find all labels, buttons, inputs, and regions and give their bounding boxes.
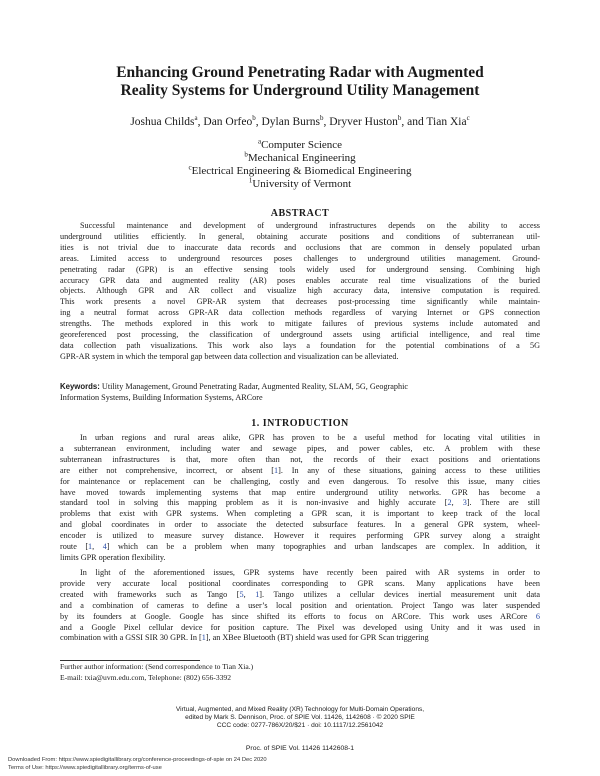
author-name: Dylan Burns bbox=[261, 116, 320, 128]
citation-link[interactable]: 3 bbox=[462, 498, 467, 508]
abstract-line: data collection path visualizations. This work also lays a foundation for the potential combinations of a 5G bbox=[60, 340, 540, 350]
keywords-label: Keywords: bbox=[60, 382, 100, 391]
author-affiliation-mark: b bbox=[252, 114, 256, 123]
abstract-heading: ABSTRACT bbox=[270, 208, 330, 219]
citation-link[interactable]: 1 bbox=[201, 633, 206, 643]
page-number: Proc. of SPIE Vol. 11426 1142608-1 bbox=[245, 745, 355, 752]
affiliation-line: $^1$University of Vermont bbox=[248, 176, 352, 190]
paragraph-line: provide very accurate local positional coordinates corresponding to GPR scans. Many applications have been bbox=[60, 578, 540, 588]
keywords-line-2: Information Systems, Building Information Systems, ARCore bbox=[60, 393, 263, 402]
keywords-line-1: Utility Management, Ground Penetrating Radar, Augmented Reality, SLAM, 5G, Geographic bbox=[99, 382, 409, 391]
abstract-line: strengths. The methods explored in this work to mitigate failures of previous systems include automated and bbox=[60, 319, 540, 329]
abstract-line: areas. Limited access to underground resources poses challenges to underground utilities management. Ground- bbox=[60, 253, 540, 263]
paragraph-line: and a Google Pixel cellular device for position capture. The Pixel was developed using Unity and it was used in bbox=[60, 622, 540, 632]
paragraph-line: standard tool in solving this mapping problem as it is non-invasive and highly accurate [2, 3]. There are still bbox=[60, 498, 541, 508]
affiliation-list bbox=[40, 139, 560, 191]
citation-link[interactable]: 1 bbox=[88, 542, 93, 552]
citation-link[interactable]: 4 bbox=[102, 542, 107, 552]
proceedings-line-2: edited by Mark S. Dennison, Proc. of SPIE Vol. 11426, 1142608 · © 2020 SPIE bbox=[185, 714, 415, 722]
abstract-line: georeferenced post processing, the classification of underground assets using artificial intelligence, and real time bbox=[60, 330, 540, 340]
citation-link[interactable]: 1 bbox=[274, 465, 279, 475]
abstract-line: objects. Although GPR and AR collect and visualize high accuracy data, intensive computation is required. bbox=[60, 286, 540, 296]
abstract-line: This work presents a novel GPR-AR system that decreases post-processing time significantly while maintain- bbox=[60, 297, 540, 307]
abstract-line: ities is not trivial due to inaccurate data records and occlusions that are common in densely populated urban bbox=[60, 242, 540, 252]
abstract-line: ing a neutral format across GPR-AR data collection methods regardless of varying Internet or GPS connection bbox=[60, 308, 540, 318]
paragraph-line: a subterranean environment, including water and sewage pipes, and power cables, etc. A problem with these bbox=[60, 443, 540, 453]
author-affiliation-mark: b bbox=[319, 114, 324, 123]
author-list: Joshua Childs$^a$, Dan Orfeo$^b$, Dylan Burns$^b$, Dryver Huston$^b$, and Tian Xia$^c$ bbox=[130, 114, 470, 128]
paragraph-line: have moved towards implementing systems that map entire underground utility networks. GPR has become a bbox=[60, 487, 540, 497]
paragraph-line: problems that exist with GPR systems. When completing a GPR scan, it is important to keep track of the local bbox=[60, 509, 540, 519]
abstract-line: accuracy GPR data and augmented reality (AR) poses enables accurate real time visualizations of the buried bbox=[60, 275, 540, 285]
paragraph-line: and a combination of cameras to define a user’s local position and orientation. Project Tango was later suspended bbox=[60, 600, 540, 610]
paragraph-line: route [1, 4] which can be a problem when many topographies and urban landscapes are complex. In addition, it bbox=[60, 542, 541, 552]
paragraph-line: are either not comprehensive, incorrect, or absent [1]. In any of these situations, gaining access to these utilities bbox=[60, 465, 540, 475]
abstract-line: Successful maintenance and development of underground infrastructures depends on the ability to access bbox=[80, 221, 540, 230]
paragraph-line: and global coordinates in order to associate the detected subsurface features. In a general GPR system, wheel- bbox=[60, 520, 540, 530]
footnote-rule bbox=[60, 660, 200, 661]
affiliation-line: $^b$Mechanical Engineering bbox=[244, 150, 356, 164]
affiliation-mark: c bbox=[188, 163, 192, 172]
author-affiliation-mark: b bbox=[397, 114, 402, 123]
download-line-1[interactable]: Downloaded From: https://www.spiedigitallibrary.org/conference-proceedings-of-spie on 24 Dec 2020 bbox=[8, 757, 267, 763]
keywords bbox=[60, 381, 540, 403]
abstract-line: penetrating radar (GPR) is an effective sensing tools widely used for underground sensing. Combining high bbox=[60, 264, 540, 274]
footnote-line-2: E-mail: txia@uvm.edu.com, Telephone: (802) 656-3392 bbox=[60, 672, 232, 682]
paragraph-line: subterranean infrastructures is that, more often than not, the records of their exact positions and orientations bbox=[60, 454, 540, 464]
affiliation-line: $^c$Electrical Engineering & Biomedical Engineering bbox=[188, 163, 412, 177]
citation-link[interactable]: 5 bbox=[239, 589, 244, 599]
paragraph-line: limits GPR operation flexibility. bbox=[60, 552, 166, 562]
affiliation-mark: 1 bbox=[248, 176, 253, 185]
proceedings-info bbox=[40, 706, 560, 731]
title-line-2: Reality Systems for Underground Utility Management bbox=[120, 82, 480, 99]
intro-paragraph-2 bbox=[60, 568, 540, 644]
author-name: Dryver Huston bbox=[329, 116, 398, 128]
paragraph-line: In urban regions and rural areas alike, GPR has proven to be a useful method for locating vital utilities in bbox=[80, 433, 540, 442]
author-name: Dan Orfeo bbox=[203, 116, 253, 128]
abstract-line: underground utilities efficiently. In general, obtaining accurate positions and conditions of subterranean util- bbox=[60, 231, 540, 241]
paragraph-line: In light of the aforementioned issues, GPR systems have recently been paired with AR systems in order to bbox=[80, 568, 540, 577]
paragraph-line: for maintenance or replacement can be challenging, costly and even dangerous. To resolve this issue, many cities bbox=[60, 476, 540, 486]
proceedings-line-3: CCC code: 0277-786X/20/$21 · doi: 10.1117/12.2561042 bbox=[216, 722, 384, 730]
affiliation-line: $^a$Computer Science bbox=[257, 137, 343, 151]
author-name: Joshua Childs bbox=[130, 116, 195, 128]
affiliation-mark: b bbox=[244, 150, 248, 159]
section-heading-introduction: 1. INTRODUCTION bbox=[251, 418, 349, 429]
download-info bbox=[8, 757, 267, 772]
intro-paragraph-1 bbox=[60, 433, 540, 564]
proceedings-line-1: Virtual, Augmented, and Mixed Reality (XR) Technology for Multi-Domain Operations, bbox=[175, 706, 425, 713]
title-line-1: Enhancing Ground Penetrating Radar with Augmented bbox=[116, 64, 484, 81]
paragraph-line: created with frameworks such as Tango [5, 1]. Tango utilizes a cellular devices inertial measurement unit data bbox=[60, 589, 541, 599]
author-affiliation-mark: a bbox=[194, 114, 198, 123]
abstract-body bbox=[60, 221, 540, 363]
footnote bbox=[60, 662, 253, 683]
citation-link[interactable]: 2 bbox=[447, 498, 452, 508]
author-affiliation-mark: c bbox=[466, 114, 470, 123]
paper-title bbox=[40, 64, 560, 100]
abstract-line: GPR-AR system in which the temporal gap between data collection and visualization can be alleviated. bbox=[60, 351, 399, 361]
paragraph-line: by its founders at Google. Google has since shifted its efforts to focus on ARCore. This work uses ARCore 6 bbox=[60, 611, 540, 621]
author-name: Tian Xia bbox=[426, 116, 467, 128]
affiliation-mark: a bbox=[257, 137, 262, 146]
paragraph-line: encoder is utilized to measure survey distance. However it requires performing GPR survey along a straight bbox=[60, 531, 540, 541]
citation-link[interactable]: 1 bbox=[255, 589, 260, 599]
citation-link[interactable]: 6 bbox=[535, 611, 540, 621]
footnote-line-1: Further author information: (Send correspondence to Tian Xia.) bbox=[60, 662, 254, 671]
paragraph-line: combination with a GSSI SIR 30 GPR. In [1], an XBee Bluetooth (BT) shield was used for GPR Scan triggering bbox=[60, 633, 429, 643]
download-line-2[interactable]: Terms of Use: https://www.spiedigitallibrary.org/terms-of-use bbox=[8, 764, 162, 771]
